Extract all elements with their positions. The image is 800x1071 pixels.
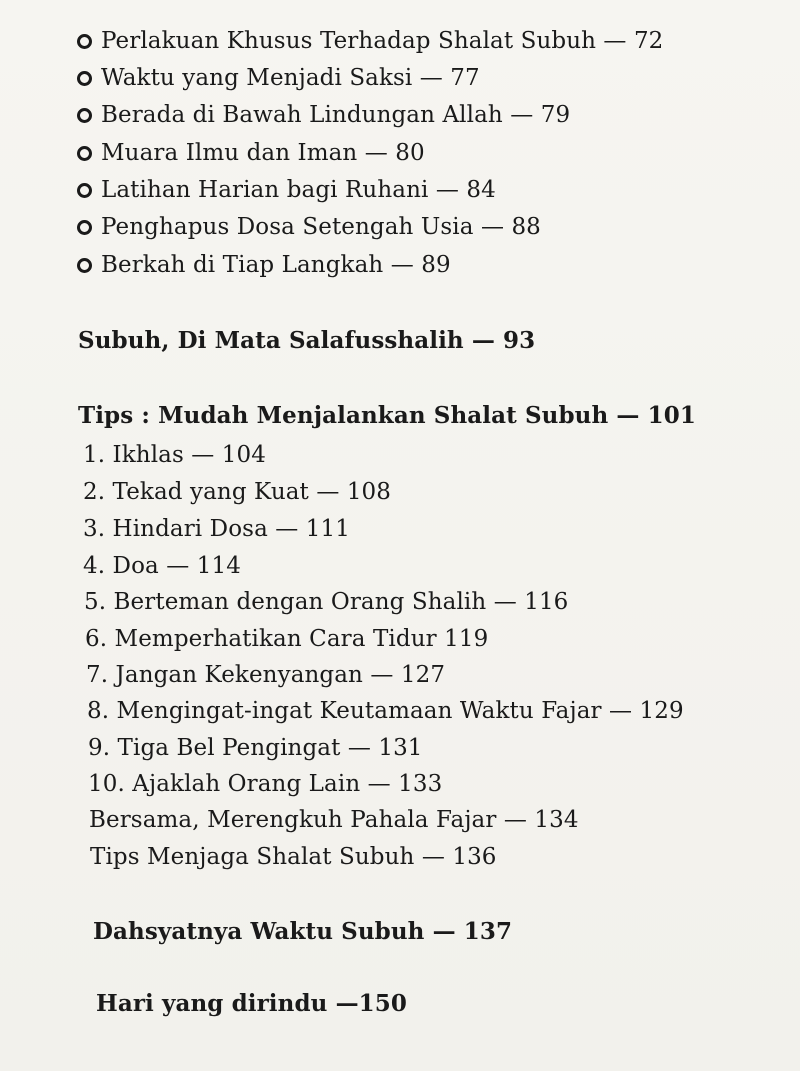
toc-entry-text: Muara Ilmu dan Iman — 80 xyxy=(101,140,425,166)
toc-entry-text: Perlakuan Khusus Terhadap Shalat Subuh — 72 xyxy=(101,28,664,54)
toc-section-heading: Subuh, Di Mata Salafusshalih — 93 xyxy=(78,327,536,354)
circle-bullet-icon xyxy=(77,71,92,86)
toc-bullet-item xyxy=(77,212,541,242)
toc-entry-text: Berkah di Tiap Langkah — 89 xyxy=(101,252,451,278)
toc-bullet-item xyxy=(77,138,425,168)
toc-bullet-item xyxy=(77,250,451,280)
toc-list-item: 3. Hindari Dosa — 111 xyxy=(83,516,351,542)
toc-list-item: 10. Ajaklah Orang Lain — 133 xyxy=(88,771,443,797)
toc-bullet-item xyxy=(77,26,663,56)
toc-list-item: 1. Ikhlas — 104 xyxy=(83,442,266,468)
toc-bullet-item xyxy=(77,63,480,93)
toc-list-item: 2. Tekad yang Kuat — 108 xyxy=(83,479,392,505)
circle-bullet-icon xyxy=(77,34,92,49)
toc-bullet-item xyxy=(77,100,570,130)
toc-list-item: 6. Memperhatikan Cara Tidur 119 xyxy=(85,626,489,652)
toc-list-item: 7. Jangan Kekenyangan — 127 xyxy=(86,662,446,688)
toc-bullet-item xyxy=(77,175,496,205)
toc-entry-text: Berada di Bawah Lindungan Allah — 79 xyxy=(101,102,571,128)
toc-section-heading: Hari yang dirindu —150 xyxy=(96,990,407,1017)
toc-list-item: Bersama, Merengkuh Pahala Fajar — 134 xyxy=(89,807,579,833)
toc-list-item: 4. Doa — 114 xyxy=(83,553,241,579)
circle-bullet-icon xyxy=(77,258,92,273)
circle-bullet-icon xyxy=(77,220,92,235)
circle-bullet-icon xyxy=(77,183,92,198)
toc-section-heading: Dahsyatnya Waktu Subuh — 137 xyxy=(93,918,513,945)
toc-entry-text: Waktu yang Menjadi Saksi — 77 xyxy=(101,65,480,91)
toc-entry-text: Penghapus Dosa Setengah Usia — 88 xyxy=(101,214,541,240)
circle-bullet-icon xyxy=(77,108,92,123)
toc-list-item: 9. Tiga Bel Pengingat — 131 xyxy=(88,735,423,761)
toc-section-heading: Tips : Mudah Menjalankan Shalat Subuh — 101 xyxy=(78,402,696,429)
toc-list-item: Tips Menjaga Shalat Subuh — 136 xyxy=(90,844,497,870)
toc-list-item: 8. Mengingat-ingat Keutamaan Waktu Fajar — 129 xyxy=(87,698,684,724)
circle-bullet-icon xyxy=(77,146,92,161)
toc-entry-text: Latihan Harian bagi Ruhani — 84 xyxy=(101,177,496,203)
toc-list-item: 5. Berteman dengan Orang Shalih — 116 xyxy=(84,589,569,615)
